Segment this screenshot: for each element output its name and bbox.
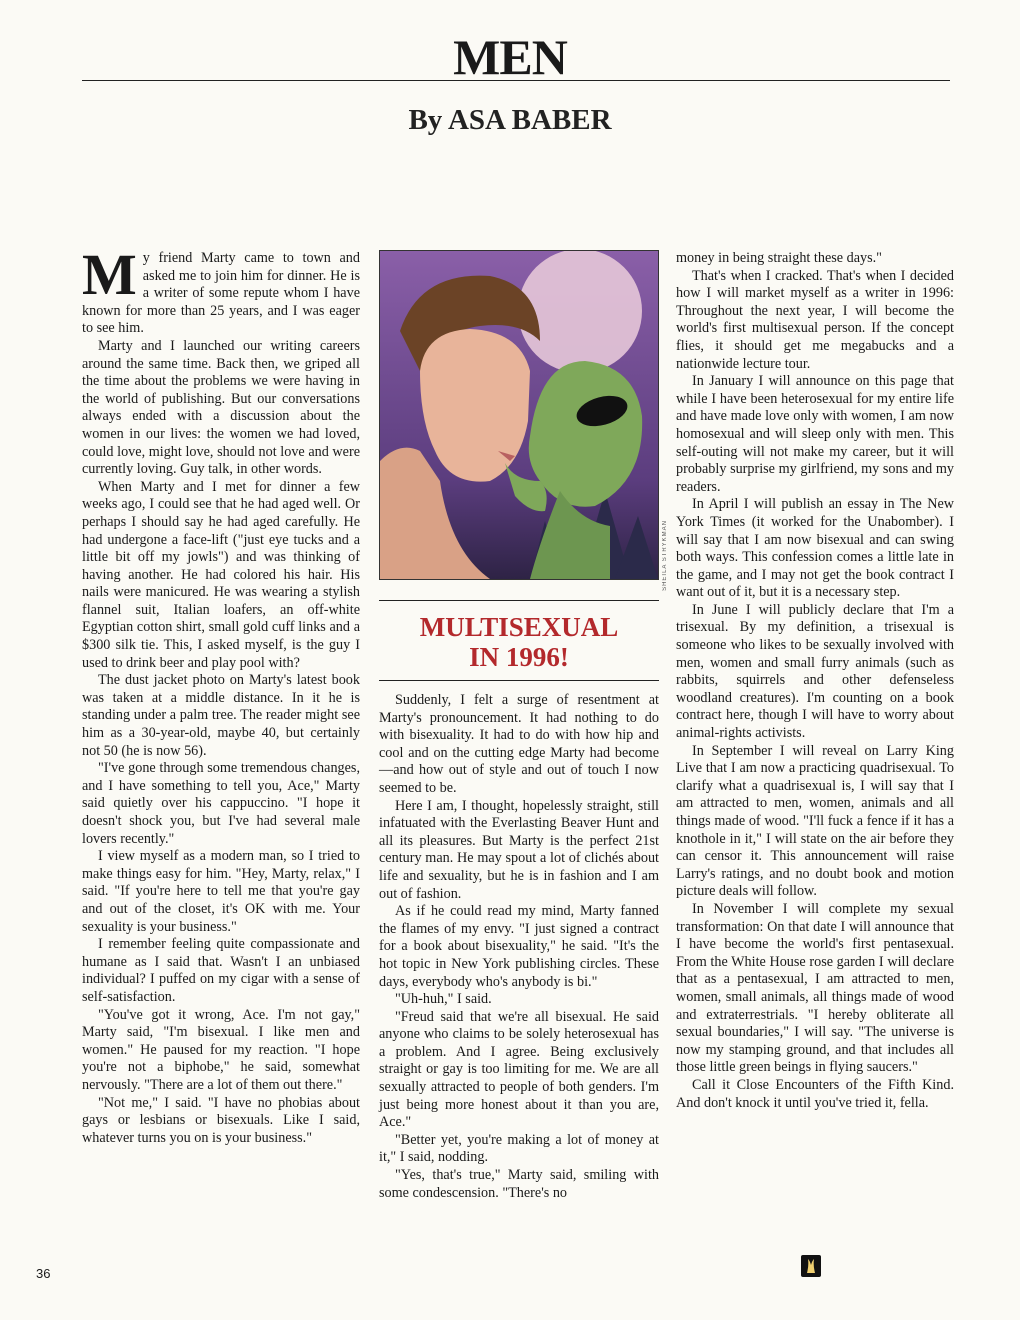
paragraph: In January I will announce on this page that while I have been heterosexual for my entire life and have made love only with women, I am now homosexual and will sleep only with men. This self-outing will not make my career, but it will probably surprise my girlfriend, my sons and my readers.: [676, 373, 954, 495]
header-rule: [82, 80, 950, 81]
illustration-credit: SHEILA STRYKMAN: [662, 520, 668, 591]
paragraph: I view myself as a modern man, so I tried to make things easy for him. "Hey, Marty, relax," I said. "If you're here to tell me that you're gay and out of the closet, it's OK with me. Your sexuality is your business.": [82, 848, 360, 935]
pull-quote-rule-top: [379, 600, 659, 601]
paragraph: money in being straight these days.": [676, 250, 882, 266]
paragraph: "Yes, that's true," Marty said, smiling with some condescension. "There's no: [379, 1167, 659, 1201]
paragraph: "Uh-huh," I said.: [395, 991, 492, 1008]
article-illustration: [379, 250, 659, 580]
page-number: 36: [36, 1266, 51, 1281]
pull-quote-rule-bottom: [379, 680, 659, 681]
article-column-1: [82, 242, 360, 1147]
paragraph: "Better yet, you're making a lot of money at it," I said, nodding.: [379, 1131, 659, 1166]
paragraph: "You've got it wrong, Ace. I'm not gay," Marty said, "I'm bisexual. I like men and women." He paused for my reaction. "I hope you're not a biphobe," he said, somewhat nervously. "There are a lot of them out there.": [82, 1006, 360, 1093]
end-mark-icon: [801, 1255, 821, 1277]
paragraph: Call it Close Encounters of the Fifth Kind. And don't knock it until you've tried it, fella.: [676, 1076, 954, 1111]
section-title: MEN: [453, 29, 567, 85]
paragraph: In November I will complete my sexual transformation: On that date I will announce that I have become the world's first pentasexual. From the White House rose garden I will declare that as a pentasexual, I am attracted to men, women, small animals, all things made of wood and extraterrestrials. "I hereby obliterate all sexual boundaries," I will say. "The universe is now my stamping ground, and that includes all those little green beings in flying saucers.": [676, 900, 954, 1076]
paragraph: Marty and I launched our writing careers around the same time. Back then, we griped all the time about the problems we were having in the world of publishing. But our conversations always ended with a discussion about the women in our lives: the women we had loved, could love, might love, should not love and were currently loving. Guy talk, in other words.: [82, 337, 360, 478]
paragraph: Suddenly, I felt a surge of resentment at Marty's pronouncement. It had nothing to do with bisexuality. It had to do with how hip and cool and on the cutting edge Marty had become—and how out of style and out of touch I now seemed to be.: [379, 692, 659, 796]
article-column-2: [379, 692, 659, 1202]
paragraph: "Not me," I said. "I have no phobias about gays or lesbians or bisexuals. Like I said, whatever turns you on is your business.": [82, 1094, 360, 1146]
paragraph: The dust jacket photo on Marty's latest book was taken at a middle distance. In it he is standing under a palm tree. The reader might see him as a 30-year-old, maybe 40, but certainly not 50 (he is now 56).: [82, 672, 360, 759]
paragraph: [82, 242, 360, 338]
moon-shape: [518, 251, 642, 373]
article-column-3: [676, 250, 954, 1112]
paragraph: Here I am, I thought, hopelessly straight, still infatuated with the Everlasting Beaver Hunt and all its pleasures. But Marty is the perfect 21st century man. He may spout a lot of clichés about life and sexuality, but he is in fashion and I am out of fashion.: [379, 797, 659, 902]
paragraph: In September I will reveal on Larry King Live that I am now a practicing quadrisexual. To clarify what a quadrisexual is, I will say that I am attracted to men, women, animals and all things made of wood. "I'll fuck a fence if it has a knothole in it," I will state on the air before they can censor it. This announcement will raise Larry's ratings, and no doubt book and motion picture deals will follow.: [676, 742, 954, 900]
pull-quote-line-2: IN 1996!: [469, 642, 569, 672]
byline: By ASA BABER: [408, 104, 612, 136]
pull-quote: [379, 612, 659, 672]
paragraph: That's when I cracked. That's when I decided how I will market myself as a writer in 1996: Throughout the next year, I will become the world's first multisexual person. If the concept flies, it should get me megabucks and a nationwide lecture tour.: [676, 267, 954, 372]
pull-quote-line-1: MULTISEXUAL: [419, 612, 619, 642]
illustration-art: [380, 251, 658, 579]
paragraph: When Marty and I met for dinner a few weeks ago, I could see that he had aged well. Or perhaps I should say he had aged carefully. He had undergone a face-lift ("just eye tucks and a little bit off my jowls") and was thinking of having another. He had colored his hair. His nails were manicured. He was wearing a stylish flannel suit, Italian loafers, an off-white Egyptian cotton shirt, small gold cuff links and a $300 silk tie. This, I asked myself, is the guy I used to drink beer and play pool with?: [82, 478, 360, 671]
paragraph: In April I will publish an essay in The New York Times (it worked for the Unabomber). I will say that I am now bisexual and can swing both ways. This confession comes a little late in the game, and I may not get the book contract I want out of it, but it is a necessary step.: [676, 496, 954, 601]
paragraph: I remember feeling quite compassionate and humane as I said that. Wasn't I an unbiased individual? I puffed on my cigar with a sense of self-satisfaction.: [82, 936, 360, 1005]
paragraph: "Freud said that we're all bisexual. He said anyone who claims to be solely heterosexual has a problem. And I agree. Being exclusively straight or gay is too limiting for me. We are all sexually attracted to people of both genders. I'm just being more honest about it than you are, Ace.": [379, 1008, 659, 1131]
paragraph: As if he could read my mind, Marty fanned the flames of my envy. "I just signed a contract for a book about bisexuality," he said. "It's the hot topic in New York publishing circles. These days, everybody who's anybody is bi.": [379, 903, 659, 990]
paragraph: "I've gone through some tremendous changes, and I have something to tell you, Ace," Marty said quietly over his cappuccino. "I hope it doesn't shock you, but I've had several male lovers recently.": [82, 760, 360, 847]
drop-cap: M: [82, 242, 137, 307]
paragraph: In June I will publicly declare that I'm a trisexual. By my definition, a trisexual is someone who likes to be sexually involved with men, women and small furry animals (such as rabbits, squirrels and other defenseless woodland creatures). I'm counting on a book contract here, though I will have to worry about animal-rights activists.: [676, 601, 954, 742]
paragraph-text: y friend Marty came to town and asked me to join him for dinner. He is a writer of some repute whom I have known for more than 25 years, and I was eager to see him.: [82, 250, 360, 337]
